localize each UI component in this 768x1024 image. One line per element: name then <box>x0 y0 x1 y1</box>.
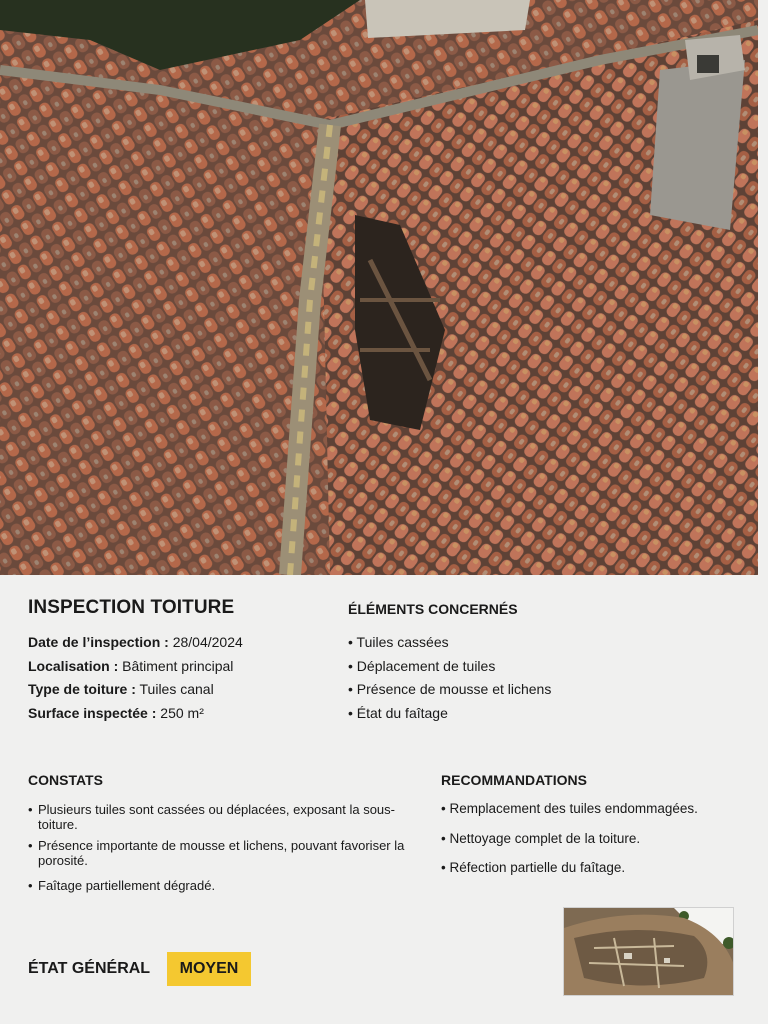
elements-title: ÉLÉMENTS CONCERNÉS <box>348 601 518 617</box>
etat-general-label: ÉTAT GÉNÉRAL <box>28 960 151 977</box>
recommandations-title: RECOMMANDATIONS <box>441 772 587 788</box>
list-item: • Présence de mousse et lichens <box>348 678 551 702</box>
list-item: • Plusieurs tuiles sont cassées ou déplacées, exposant la sous-toiture. <box>28 802 423 832</box>
list-item: • Tuiles cassées <box>348 631 551 655</box>
info-type: Type de toiture : Tuiles canal <box>28 681 214 697</box>
elements-list <box>348 631 551 725</box>
inspection-info <box>28 631 243 725</box>
constats-title: CONSTATS <box>28 772 103 788</box>
list-item: • Faîtage partiellement dégradé. <box>28 878 423 893</box>
list-item: • Déplacement de tuiles <box>348 655 551 679</box>
list-item: • Réfection partielle du faîtage. <box>441 860 698 875</box>
info-date: Date de l’inspection : 28/04/2024 <box>28 634 243 650</box>
aerial-thumbnail <box>563 907 734 996</box>
recommandations-list <box>441 801 698 890</box>
list-item: • Présence importante de mousse et lichens, pouvant favoriser la porosité. <box>28 838 423 868</box>
report-title: INSPECTION TOITURE <box>28 597 235 618</box>
list-item: • État du faîtage <box>348 702 551 726</box>
constats-list <box>28 802 423 899</box>
list-item: • Nettoyage complet de la toiture. <box>441 831 698 846</box>
info-surface: Surface inspectée : 250 m² <box>28 704 204 721</box>
list-item: • Remplacement des tuiles endommagées. <box>441 801 698 816</box>
etat-general-badge: MOYEN <box>167 952 251 986</box>
report-panel <box>0 575 768 1024</box>
info-localisation: Localisation : Bâtiment principal <box>28 657 234 674</box>
